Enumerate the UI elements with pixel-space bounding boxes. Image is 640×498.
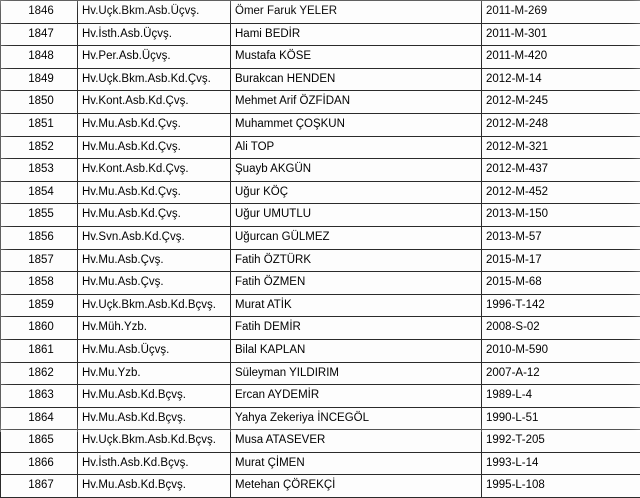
- cell-registration-number: 2015-M-68: [482, 272, 640, 295]
- table-row: [1, 385, 640, 408]
- cell-full-name: Yahya Zekeriya İNCEGÖL: [231, 407, 482, 430]
- cell-rank: Hv.Svn.Asb.Kd.Çvş.: [78, 226, 231, 249]
- table-row: [1, 181, 640, 204]
- cell-sequence-number: 1853: [1, 159, 78, 182]
- table-row: [1, 294, 640, 317]
- table-row: [1, 91, 640, 114]
- cell-sequence-number: 1847: [1, 23, 78, 46]
- cell-rank: Hv.Mu.Asb.Çvş.: [78, 249, 231, 272]
- cell-rank: Hv.Uçk.Bkm.Asb.Kd.Çvş.: [78, 68, 231, 91]
- table-row: [1, 226, 640, 249]
- table-row: [1, 362, 640, 385]
- cell-full-name: Mehmet Arif ÖZFİDAN: [231, 91, 482, 114]
- table-row: [1, 475, 640, 498]
- cell-full-name: Ali TOP: [231, 136, 482, 159]
- cell-registration-number: 2012-M-452: [482, 181, 640, 204]
- cell-sequence-number: 1860: [1, 317, 78, 340]
- cell-sequence-number: 1848: [1, 46, 78, 69]
- cell-sequence-number: 1851: [1, 113, 78, 136]
- cell-full-name: Murat ATİK: [231, 294, 482, 317]
- cell-rank: Hv.Per.Asb.Üçvş.: [78, 46, 231, 69]
- cell-sequence-number: 1865: [1, 430, 78, 453]
- cell-sequence-number: 1862: [1, 362, 78, 385]
- cell-registration-number: 2012-M-437: [482, 159, 640, 182]
- cell-rank: Hv.Mu.Asb.Üçvş.: [78, 339, 231, 362]
- cell-sequence-number: 1866: [1, 452, 78, 475]
- cell-registration-number: 2015-M-17: [482, 249, 640, 272]
- cell-rank: Hv.Mu.Yzb.: [78, 362, 231, 385]
- table-row: [1, 159, 640, 182]
- cell-sequence-number: 1846: [1, 1, 78, 24]
- cell-rank: Hv.Uçk.Bkm.Asb.Üçvş.: [78, 1, 231, 24]
- cell-registration-number: 1989-L-4: [482, 385, 640, 408]
- cell-full-name: Bilal KAPLAN: [231, 339, 482, 362]
- cell-sequence-number: 1859: [1, 294, 78, 317]
- cell-rank: Hv.Mu.Asb.Kd.Çvş.: [78, 204, 231, 227]
- cell-full-name: Şuayb AKGÜN: [231, 159, 482, 182]
- cell-registration-number: 1993-L-14: [482, 452, 640, 475]
- cell-registration-number: 2013-M-150: [482, 204, 640, 227]
- cell-sequence-number: 1858: [1, 272, 78, 295]
- cell-full-name: Fatih ÖZTÜRK: [231, 249, 482, 272]
- cell-full-name: Burakcan HENDEN: [231, 68, 482, 91]
- cell-registration-number: 1992-T-205: [482, 430, 640, 453]
- table-row: [1, 339, 640, 362]
- cell-rank: Hv.Mu.Asb.Çvş.: [78, 272, 231, 295]
- table-row: [1, 430, 640, 453]
- table-row: [1, 407, 640, 430]
- cell-registration-number: 2012-M-14: [482, 68, 640, 91]
- table-row: [1, 452, 640, 475]
- cell-rank: Hv.Mu.Asb.Kd.Çvş.: [78, 181, 231, 204]
- table-row: [1, 113, 640, 136]
- cell-sequence-number: 1850: [1, 91, 78, 114]
- cell-full-name: Murat ÇİMEN: [231, 452, 482, 475]
- table-row: [1, 1, 640, 24]
- cell-registration-number: 1990-L-51: [482, 407, 640, 430]
- cell-sequence-number: 1857: [1, 249, 78, 272]
- table-row: [1, 68, 640, 91]
- cell-rank: Hv.Mu.Asb.Kd.Bçvş.: [78, 407, 231, 430]
- cell-full-name: Uğurcan GÜLMEZ: [231, 226, 482, 249]
- cell-sequence-number: 1867: [1, 475, 78, 498]
- cell-rank: Hv.Mu.Asb.Kd.Çvş.: [78, 136, 231, 159]
- cell-full-name: Uğur UMUTLU: [231, 204, 482, 227]
- cell-rank: Hv.İsth.Asb.Kd.Bçvş.: [78, 452, 231, 475]
- table-row: [1, 204, 640, 227]
- cell-registration-number: 2007-A-12: [482, 362, 640, 385]
- table-row: [1, 23, 640, 46]
- cell-full-name: Ömer Faruk YELER: [231, 1, 482, 24]
- cell-registration-number: 2008-S-02: [482, 317, 640, 340]
- table-row: [1, 272, 640, 295]
- cell-rank: Hv.Mu.Asb.Kd.Bçvş.: [78, 475, 231, 498]
- table-row: [1, 249, 640, 272]
- cell-full-name: Fatih DEMİR: [231, 317, 482, 340]
- cell-full-name: Metehan ÇÖREKÇİ: [231, 475, 482, 498]
- cell-registration-number: 2012-M-321: [482, 136, 640, 159]
- table-body: [1, 1, 640, 498]
- cell-rank: Hv.Uçk.Bkm.Asb.Kd.Bçvş.: [78, 430, 231, 453]
- cell-full-name: Mustafa KÖSE: [231, 46, 482, 69]
- cell-full-name: Süleyman YILDIRIM: [231, 362, 482, 385]
- cell-registration-number: 2012-M-245: [482, 91, 640, 114]
- cell-sequence-number: 1856: [1, 226, 78, 249]
- table-row: [1, 136, 640, 159]
- cell-registration-number: 1996-T-142: [482, 294, 640, 317]
- cell-sequence-number: 1855: [1, 204, 78, 227]
- cell-rank: Hv.Müh.Yzb.: [78, 317, 231, 340]
- table-row: [1, 46, 640, 69]
- cell-rank: Hv.Uçk.Bkm.Asb.Kd.Bçvş.: [78, 294, 231, 317]
- cell-sequence-number: 1854: [1, 181, 78, 204]
- cell-full-name: Hami BEDİR: [231, 23, 482, 46]
- cell-rank: Hv.Mu.Asb.Kd.Bçvş.: [78, 385, 231, 408]
- cell-sequence-number: 1863: [1, 385, 78, 408]
- cell-full-name: Ercan AYDEMİR: [231, 385, 482, 408]
- cell-rank: Hv.İsth.Asb.Üçvş.: [78, 23, 231, 46]
- cell-rank: Hv.Kont.Asb.Kd.Çvş.: [78, 91, 231, 114]
- cell-registration-number: 2013-M-57: [482, 226, 640, 249]
- cell-full-name: Muhammet ÇOŞKUN: [231, 113, 482, 136]
- cell-full-name: Musa ATASEVER: [231, 430, 482, 453]
- cell-registration-number: 2010-M-590: [482, 339, 640, 362]
- cell-registration-number: 2011-M-420: [482, 46, 640, 69]
- cell-rank: Hv.Mu.Asb.Kd.Çvş.: [78, 113, 231, 136]
- cell-registration-number: 2011-M-269: [482, 1, 640, 24]
- cell-registration-number: 2012-M-248: [482, 113, 640, 136]
- cell-rank: Hv.Kont.Asb.Kd.Çvş.: [78, 159, 231, 182]
- cell-registration-number: 1995-L-108: [482, 475, 640, 498]
- cell-registration-number: 2011-M-301: [482, 23, 640, 46]
- table-row: [1, 317, 640, 340]
- cell-sequence-number: 1861: [1, 339, 78, 362]
- cell-sequence-number: 1852: [1, 136, 78, 159]
- cell-full-name: Fatih ÖZMEN: [231, 272, 482, 295]
- cell-full-name: Uğur KÖÇ: [231, 181, 482, 204]
- cell-sequence-number: 1849: [1, 68, 78, 91]
- cell-sequence-number: 1864: [1, 407, 78, 430]
